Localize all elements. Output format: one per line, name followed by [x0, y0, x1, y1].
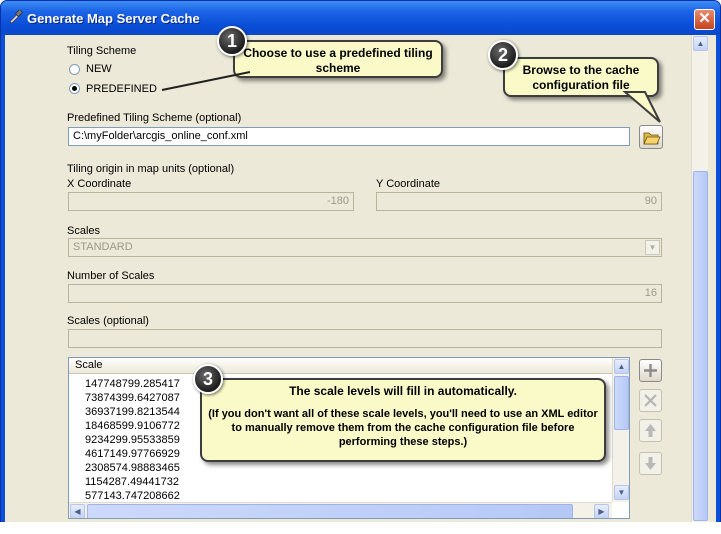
arrow-up-icon: [640, 420, 661, 441]
arrow-down-icon: [640, 453, 661, 474]
x-coordinate-input[interactable]: -180: [68, 192, 354, 211]
callout-2-pointer: [615, 90, 675, 130]
dialog-scroll-thumb[interactable]: [693, 171, 708, 521]
dialog-vertical-scrollbar[interactable]: [691, 35, 708, 523]
title-bar[interactable]: [1, 1, 720, 35]
list-item[interactable]: 4617149.97766929: [85, 448, 180, 460]
step-badge-3: 3: [193, 364, 223, 394]
list-item[interactable]: 9234299.95533859: [85, 434, 180, 446]
step-badge-1: 1: [217, 26, 247, 56]
callout-1-pointer: [160, 66, 260, 96]
close-button[interactable]: ✕: [694, 9, 715, 30]
move-up-button[interactable]: [639, 419, 662, 442]
callout-3-title: The scale levels will fill in automatically.: [289, 384, 517, 398]
tiling-scheme-label: Tiling Scheme: [67, 45, 137, 57]
radio-new-label[interactable]: NEW: [86, 63, 112, 75]
move-down-button[interactable]: [639, 452, 662, 475]
y-coordinate-input[interactable]: 90: [376, 192, 662, 211]
number-of-scales-input[interactable]: 16: [68, 284, 662, 303]
list-vertical-scrollbar[interactable]: [612, 358, 629, 502]
list-horizontal-scrollbar[interactable]: [69, 502, 612, 519]
radio-predefined[interactable]: [69, 83, 80, 94]
scales-optional-input[interactable]: [68, 329, 662, 348]
list-item[interactable]: 1154287.49441732: [85, 476, 180, 488]
list-item[interactable]: 2308574.98883465: [85, 462, 180, 474]
predefined-scheme-input[interactable]: C:\myFolder\arcgis_online_conf.xml: [68, 127, 630, 146]
scale-column-header[interactable]: Scale: [69, 358, 612, 374]
add-scale-button[interactable]: [639, 359, 662, 382]
list-item[interactable]: 73874399.6427087: [85, 392, 180, 404]
radio-new[interactable]: [69, 64, 80, 75]
scroll-right-arrow-icon[interactable]: ▶: [594, 504, 609, 519]
hammer-icon: [7, 10, 23, 26]
torn-edge: [0, 522, 721, 534]
scroll-down-arrow-icon[interactable]: ▼: [614, 485, 629, 500]
callout-1: Choose to use a predefined tiling scheme: [233, 40, 443, 78]
tiling-origin-label: Tiling origin in map units (optional): [67, 163, 235, 175]
plus-icon: [640, 360, 661, 381]
scales-select-value: STANDARD: [73, 241, 133, 253]
scroll-left-arrow-icon[interactable]: ◀: [70, 504, 85, 519]
list-scroll-thumb[interactable]: [614, 376, 629, 430]
remove-scale-button[interactable]: [639, 389, 662, 412]
list-horizontal-thumb[interactable]: [87, 504, 573, 519]
scales-optional-label: Scales (optional): [67, 315, 149, 327]
callout-3-note: (If you don't want all of these scale levels, you'll need to use an XML editor to manually remove them from the cache configuration file before performing these steps.): [208, 408, 598, 448]
list-item[interactable]: 36937199.8213544: [85, 406, 180, 418]
window-title: Generate Map Server Cache: [27, 11, 200, 26]
x-coordinate-label: X Coordinate: [67, 178, 132, 190]
list-item[interactable]: 147748799.285417: [85, 378, 180, 390]
callout-3: [200, 378, 606, 462]
y-coordinate-label: Y Coordinate: [376, 178, 441, 190]
dialog-scroll-up-arrow-icon[interactable]: ▲: [693, 36, 708, 51]
scroll-up-arrow-icon[interactable]: ▲: [614, 359, 629, 374]
number-of-scales-label: Number of Scales: [67, 270, 155, 282]
callout-2: Browse to the cache configuration file: [503, 57, 659, 97]
predefined-scheme-label: Predefined Tiling Scheme (optional): [67, 112, 242, 124]
chevron-down-icon[interactable]: ▼: [645, 240, 660, 255]
step-badge-2: 2: [488, 40, 518, 70]
list-item[interactable]: 577143.747208662: [85, 490, 180, 502]
list-item[interactable]: 18468599.9106772: [85, 420, 180, 432]
scales-label: Scales: [67, 225, 101, 237]
radio-predefined-label[interactable]: PREDEFINED: [86, 83, 157, 95]
scales-select[interactable]: [68, 238, 662, 257]
x-icon: [640, 390, 661, 411]
